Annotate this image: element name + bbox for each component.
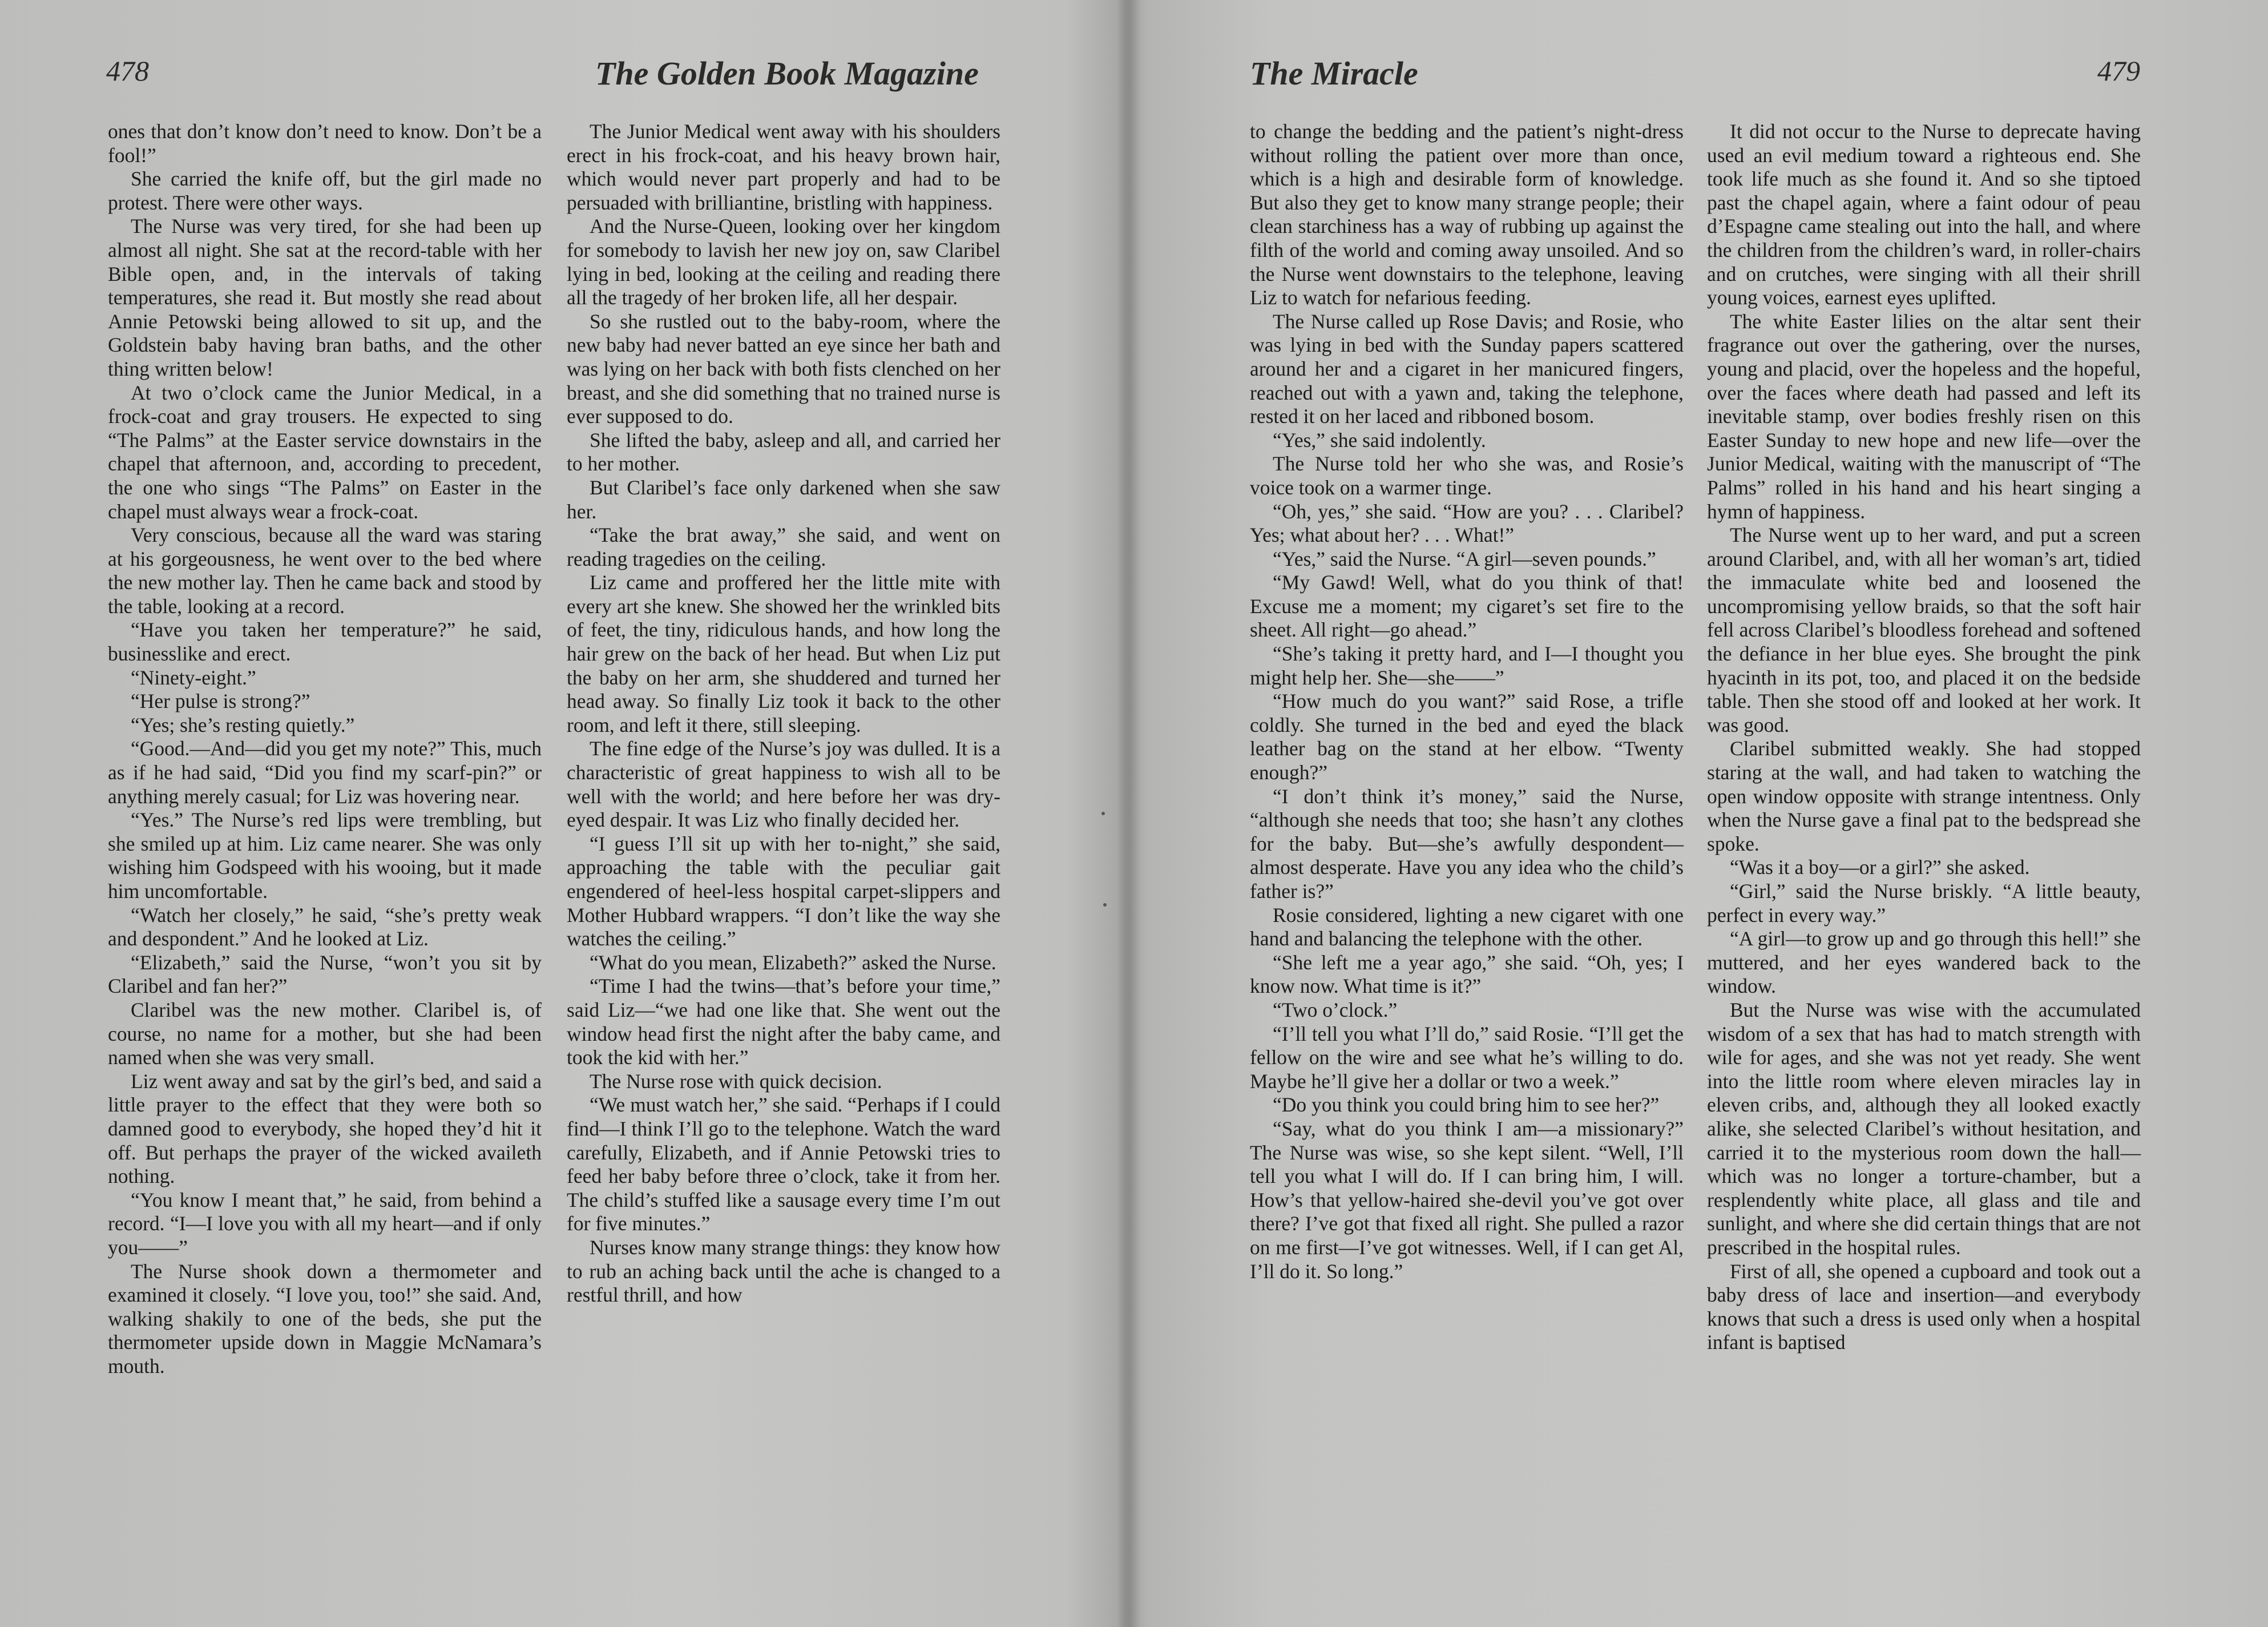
paragraph: “She’s taking it pretty hard, and I—I thought you might help her. She—she——”	[1250, 642, 1684, 689]
right-page-running-title: The Miracle	[1250, 55, 1418, 92]
paragraph: “I don’t think it’s money,” said the Nurse, “although she needs that too; she hasn’t any clothes for the baby. But—she’s awfully despondent—almost desperate. Have you any idea who the child’s father is?”	[1250, 784, 1684, 903]
stray-ink-mark	[1101, 812, 1105, 815]
paragraph: Claribel was the new mother. Claribel is, of course, no name for a mother, but she had been named when she was very small.	[108, 998, 542, 1069]
paragraph: “Take the brat away,” she said, and went on reading tragedies on the ceiling.	[567, 523, 1000, 570]
paragraph: The Nurse was very tired, for she had been up almost all night. She sat at the record-table with her Bible open, and, in the intervals of taking temperatures, she read it. But mostly she read about Annie Petowski being allowed to sit up, and the Goldstein baby having bran baths, and the other thing written below!	[108, 215, 542, 380]
paragraph: “Time I had the twins—that’s before your time,” said Liz—“we had one like that. She went out the window head first the night after the baby came, and took the kid with her.”	[567, 974, 1000, 1069]
paragraph: Claribel submitted weakly. She had stopped staring at the wall, and had taken to watching the open window opposite with strange intentness. Only when the Nurse gave a final pat to the bedspread she spoke.	[1707, 737, 2141, 855]
paragraph: “Do you think you could bring him to see her?”	[1273, 1093, 1660, 1117]
right-page	[1136, 0, 2268, 1627]
paragraph: Very conscious, because all the ward was staring at his gorgeousness, he went over to the bed where the new mother lay. Then he came back and stood by the table, looking at a record.	[108, 523, 542, 618]
paragraph: “Yes,” she said indolently.	[1273, 428, 1486, 452]
paragraph: And the Nurse-Queen, looking over her kingdom for somebody to lavish her new joy on, saw Claribel lying in bed, looking at the ceiling and reading there all the tragedy of her broken life, all her despair.	[567, 215, 1000, 309]
paragraph: First of all, she opened a cupboard and took out a baby dress of lace and insertion—and everybody knows that such a dress is used only when a hospital infant is baptised	[1707, 1259, 2141, 1354]
paragraph: But the Nurse was wise with the accumulated wisdom of a sex that has had to match strength with wile for ages, and she was not yet ready. She went into the little room where eleven miracles lay in eleven cribs, and, although they all looked exactly alike, she selected Claribel’s without hesitation, and carried it to the mysterious room down the hall—which was no longer a torture-chamber, but a resplendently white place, all glass and tile and sunlight, and where she did certain things that are not prescribed in the hospital rules.	[1707, 998, 2141, 1259]
paragraph: “Two o’clock.”	[1273, 998, 1398, 1021]
paragraph: The Nurse called up Rose Davis; and Rosie, who was lying in bed with the Sunday papers scattered around her and a cigaret in her manicured fingers, reached out with a yawn and, taking the telephone, rested it on her laced and ribboned bosom.	[1250, 309, 1684, 428]
paragraph: The Nurse went up to her ward, and put a screen around Claribel, and, with all her woman’s art, tidied the immaculate white bed and loosened the uncompromising yellow braids, so that the soft hair fell across Claribel’s bloodless forehead and softened the defiance in her blue eyes. She brought the pink hyacinth in its pot, too, and placed it on the bedside table. Then she stood off and looked at her work. It was good.	[1707, 523, 2141, 736]
paragraph: The fine edge of the Nurse’s joy was dulled. It is a characteristic of great happiness to wish all to be well with the world; and here before her was dry-eyed despair. It was Liz who finally decided her.	[567, 737, 1000, 832]
paragraph: “Have you taken her temperature?” he said, businesslike and erect.	[108, 618, 542, 666]
left-page-number: 478	[106, 55, 149, 87]
right-page-number: 479	[2097, 55, 2140, 87]
paragraph: “A girl—to grow up and go through this hell!” she muttered, and her eyes wandered back to the window.	[1707, 927, 2141, 998]
left-page-running-title: The Golden Book Magazine	[595, 55, 979, 92]
paragraph: The Nurse shook down a thermometer and examined it closely. “I love you, too!” she said. And, walking shakily to one of the beds, she put the thermometer upside down in Maggie McNamara’s mouth.	[108, 1259, 542, 1378]
right-column-2	[1707, 120, 2141, 1355]
paragraph: Nurses know many strange things: they know how to rub an aching back until the ache is changed to a restful thrill, and how	[567, 1235, 1000, 1307]
paragraph: At two o’clock came the Junior Medical, in a frock-coat and gray trousers. He expected to sing “The Palms” at the Easter service downstairs in the chapel that afternoon, and, according to precedent, the one who sings “The Palms” on Easter in the chapel must always wear a frock-coat.	[108, 381, 542, 523]
paragraph: “Yes,” said the Nurse. “A girl—seven pounds.”	[1273, 547, 1656, 570]
paragraph: “Yes.” The Nurse’s red lips were trembling, but she smiled up at him. Liz came nearer. She was only wishing him Godspeed with his wooing, but it made him uncomfortable.	[108, 808, 542, 903]
paragraph: “We must watch her,” she said. “Perhaps if I could find—I think I’ll go to the telephone. Watch the ward carefully, Elizabeth, and if Annie Petowski tries to feed her baby before three o’clock, take it from her. The child’s stuffed like a sausage every time I’m out for five minutes.”	[567, 1093, 1000, 1235]
paragraph: So she rustled out to the baby-room, where the new baby had never batted an eye since her bath and was lying on her back with both fists clenched on her breast, and she did something that no trained nurse is ever supposed to do.	[567, 309, 1000, 428]
paragraph: “My Gawd! Well, what do you think of that! Excuse me a moment; my cigaret’s set fire to the sheet. All right—go ahead.”	[1250, 571, 1684, 642]
paragraph: Rosie considered, lighting a new cigaret with one hand and balancing the telephone with the other.	[1250, 903, 1684, 951]
paragraph: “Oh, yes,” she said. “How are you? . . . Claribel? Yes; what about her? . . . What!”	[1250, 500, 1684, 547]
paragraph: “Good.—And—did you get my note?” This, much as if he had said, “Did you find my scarf-pin?” or anything merely casual; for Liz was hovering near.	[108, 737, 542, 808]
paragraph: She lifted the baby, asleep and all, and carried her to her mother.	[567, 428, 1000, 476]
left-column-1	[108, 120, 542, 1378]
paragraph: “I’ll tell you what I’ll do,” said Rosie. “I’ll get the fellow on the wire and see what he’s willing to do. Maybe he’ll give her a dollar or two a week.”	[1250, 1022, 1684, 1093]
left-page	[0, 0, 1124, 1627]
paragraph: The white Easter lilies on the altar sent their fragrance out over the gathering, over the nurses, young and placid, over the hopeless and the hopeful, over the faces where death had passed and left its inevitable stamp, over bodies freshly risen on this Easter Sunday to new hope and new life—over the Junior Medical, waiting with the manuscript of “The Palms” rolled in his hand and his heart singing a hymn of happiness.	[1707, 309, 2141, 523]
paragraph: “Elizabeth,” said the Nurse, “won’t you sit by Claribel and fan her?”	[108, 951, 542, 998]
paragraph: “What do you mean, Elizabeth?” asked the Nurse.	[590, 951, 996, 974]
paragraph: “How much do you want?” said Rose, a trifle coldly. She turned in the bed and eyed the black leather bag on the stand at her elbow. “Twenty enough?”	[1250, 690, 1684, 784]
paragraph: The Nurse rose with quick decision.	[590, 1069, 882, 1093]
paragraph: But Claribel’s face only darkened when she saw her.	[567, 476, 1000, 523]
paragraph: “Watch her closely,” he said, “she’s pretty weak and despondent.” And he looked at Liz.	[108, 903, 542, 951]
paragraph: “She left me a year ago,” she said. “Oh, yes; I know now. What time is it?”	[1250, 951, 1684, 998]
paragraph: to change the bedding and the patient’s night-dress without rolling the patient over more than once, which is a high and desirable form of knowledge. But also they get to know many strange people; their clean starchiness has a way of rubbing up against the filth of the world and coming away unsoiled. And so the Nurse went downstairs to the telephone, leaving Liz to watch for nefarious feeding.	[1250, 120, 1684, 309]
paragraph: “Yes; she’s resting quietly.”	[131, 713, 355, 736]
paragraph: “I guess I’ll sit up with her to-night,” she said, approaching the table with the peculiar gait engendered of heel-less hospital carpet-slippers and Mother Hubbard wrappers. “I don’t like the way she watches the ceiling.”	[567, 832, 1000, 951]
right-column-1	[1250, 120, 1684, 1283]
paragraph: “Girl,” said the Nurse briskly. “A little beauty, perfect in every way.”	[1707, 880, 2141, 927]
paragraph: ones that don’t know don’t need to know. Don’t be a fool!”	[108, 120, 542, 167]
left-column-2	[567, 120, 1000, 1307]
paragraph: “Her pulse is strong?”	[131, 690, 310, 713]
paragraph: She carried the knife off, but the girl made no protest. There were other ways.	[108, 167, 542, 214]
paragraph: “Ninety-eight.”	[131, 666, 256, 689]
stray-ink-mark	[1103, 903, 1107, 907]
paragraph: The Junior Medical went away with his shoulders erect in his frock-coat, and his heavy brown hair, which would never part properly and had to be persuaded with brilliantine, bristling with happiness.	[567, 120, 1000, 214]
paragraph: “You know I meant that,” he said, from behind a record. “I—I love you with all my heart—and if only you——”	[108, 1188, 542, 1259]
paragraph: It did not occur to the Nurse to deprecate having used an evil medium toward a righteous end. She took life much as she found it. And so she tiptoed past the chapel again, where a faint odour of peau d’Espagne came stealing out into the hall, and where the children from the children’s ward, in roller-chairs and on crutches, were singing with all their shrill young voices, earnest eyes uplifted.	[1707, 120, 2141, 309]
paragraph: Liz went away and sat by the girl’s bed, and said a little prayer to the effect that they were both so damned good to everybody, she hoped they’d hit it off. But perhaps the prayer of the wicked availeth nothing.	[108, 1069, 542, 1188]
paragraph: “Was it a boy—or a girl?” she asked.	[1730, 856, 2030, 879]
paragraph: The Nurse told her who she was, and Rosie’s voice took on a warmer tinge.	[1250, 452, 1684, 499]
paragraph: “Say, what do you think I am—a missionary?” The Nurse was wise, so she kept silent. “Well, I’ll tell you what I will do. If I can bring him, I will. How’s that yellow-haired she-devil you’ve got over there? I’ve got that fixed all right. She pulled a razor on me first—I’ve got witnesses. Well, if I can get Al, I’ll do it. So long.”	[1250, 1117, 1684, 1283]
paragraph: Liz came and proffered her the little mite with every art she knew. She showed her the wrinkled bits of feet, the tiny, ridiculous hands, and how long the hair grew on the back of her head. But when Liz put the baby on her arm, she shuddered and turned her head away. So finally Liz took it back to the other room, and left it there, still sleeping.	[567, 571, 1000, 736]
